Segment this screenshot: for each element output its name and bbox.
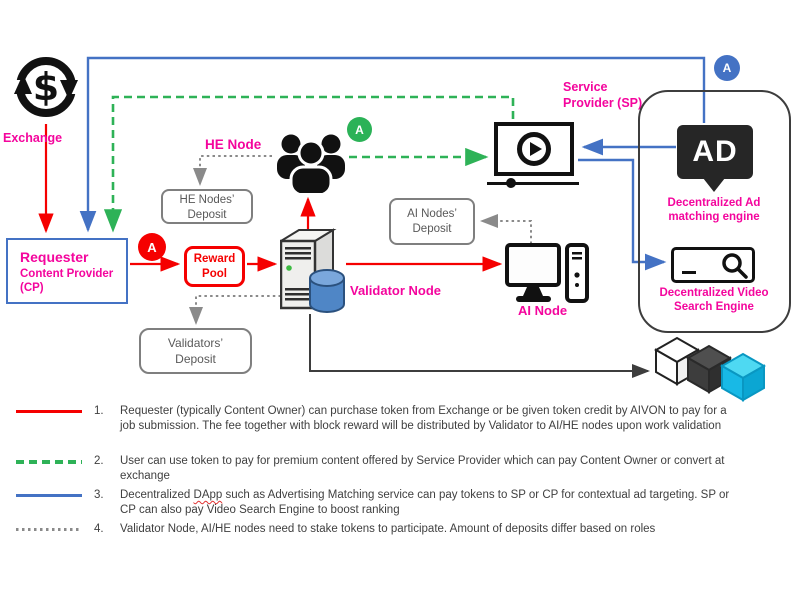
legend-swatch-gray-dotted — [16, 528, 82, 531]
exchange-icon — [10, 50, 82, 128]
legend-text-4: Validator Node, AI/HE nodes need to stake tokens to participate. Amount of deposits differ based on roles — [120, 523, 656, 535]
legend-text-3 — [120, 488, 744, 517]
blockchain-cubes-icon — [648, 336, 786, 406]
ad-bubble-text: AD — [692, 135, 738, 168]
he-node-people-icon — [274, 129, 348, 193]
ad-engine-label — [648, 196, 780, 225]
validator-server-icon — [280, 228, 346, 316]
search-engine-icon — [671, 247, 755, 283]
legend-item-1 — [16, 404, 786, 433]
magnifier-icon — [720, 251, 750, 281]
legend-text-3-after: such as Advertising Matching service can pay tokens to SP or CP for contextual ad targeting. SP or CP can also pay Video Search Engine to boost ranking — [120, 489, 730, 516]
legend-num-3: 3. — [94, 489, 104, 501]
legend-item-3 — [16, 488, 786, 517]
search-cursor-icon — [682, 271, 696, 275]
search-engine-label — [648, 286, 780, 315]
validators-deposit-line1: Validators’ — [167, 336, 224, 350]
search-engine-line2: Search Engine — [674, 301, 754, 314]
flow-validator-to-blockchain — [310, 314, 648, 371]
legend-swatch-green-dashed — [16, 460, 82, 464]
badge-a-red: A — [138, 233, 166, 261]
ad-engine-line2: matching engine — [668, 211, 760, 224]
reward-pool-line2: Pool — [202, 267, 227, 280]
badge-a-blue: A — [714, 55, 740, 81]
legend-text-2: User can use token to pay for premium content offered by Service Provider which can pay Content Owner or convert at exchange — [120, 455, 725, 482]
ad-bubble-icon — [677, 125, 753, 179]
legend-num-4: 4. — [94, 523, 104, 535]
ad-engine-line1: Decentralized Ad — [667, 197, 761, 209]
legend-text-3-before: Decentralized — [120, 489, 194, 501]
service-provider-line1: Service — [563, 80, 608, 94]
validator-node-label: Validator Node — [350, 283, 442, 298]
video-player-icon — [494, 122, 574, 176]
exchange-label: Exchange — [3, 131, 63, 145]
legend-text-1: Requester (typically Content Owner) can purchase token from Exchange or be given token credit by AIVON to pay for a job submission. The fee together with block reward will be distributed by Validator to AI/HE nodes upon work validation — [120, 405, 727, 432]
legend-num-1: 1. — [94, 405, 104, 417]
ai-deposit-line2: Deposit — [412, 222, 452, 235]
ai-node-computer-icon — [505, 243, 589, 305]
legend-text-3-dapp: DApp — [193, 489, 223, 501]
legend-swatch-blue-solid — [16, 494, 82, 497]
legend-item-4 — [16, 522, 786, 537]
he-deposit-line2: Deposit — [187, 208, 227, 221]
legend-swatch-red-solid — [16, 410, 82, 413]
reward-pool-node — [184, 246, 245, 287]
badge-a-green: A — [347, 117, 372, 142]
legend-item-2 — [16, 454, 786, 483]
validators-deposit-line2: Deposit — [175, 351, 216, 366]
ai-deposit-line1: AI Nodes’ — [407, 208, 457, 220]
search-engine-line1: Decentralized Video — [659, 287, 769, 299]
requester-subtitle: Content Provider — [20, 267, 114, 280]
ad-bubble-tail — [703, 178, 725, 192]
he-deposit-line1: HE Nodes’ — [179, 194, 235, 206]
validators-deposit-box — [139, 328, 252, 374]
requester-title: Requester — [20, 249, 89, 265]
exchange-dollar-glyph: $ — [32, 65, 60, 109]
service-provider-line2: Provider (SP) — [563, 95, 643, 110]
he-node-label: HE Node — [205, 137, 262, 152]
requester-abbr: (CP) — [20, 281, 44, 294]
stake-ainode-to-deposit — [482, 221, 531, 244]
ai-node-label: AI Node — [518, 303, 568, 318]
video-scrubber-dot — [506, 178, 516, 188]
he-deposit-box — [161, 189, 253, 224]
reward-pool-line1: Reward — [193, 253, 236, 265]
legend-num-2: 2. — [94, 455, 104, 467]
requester-cp-node — [6, 238, 128, 304]
stake-validator-to-deposit — [196, 296, 281, 323]
ai-deposit-box — [389, 198, 475, 245]
video-scrubber-line — [487, 182, 579, 185]
play-button-icon — [517, 132, 551, 166]
stake-henode-to-deposit — [200, 156, 272, 184]
service-provider-label — [563, 80, 642, 111]
